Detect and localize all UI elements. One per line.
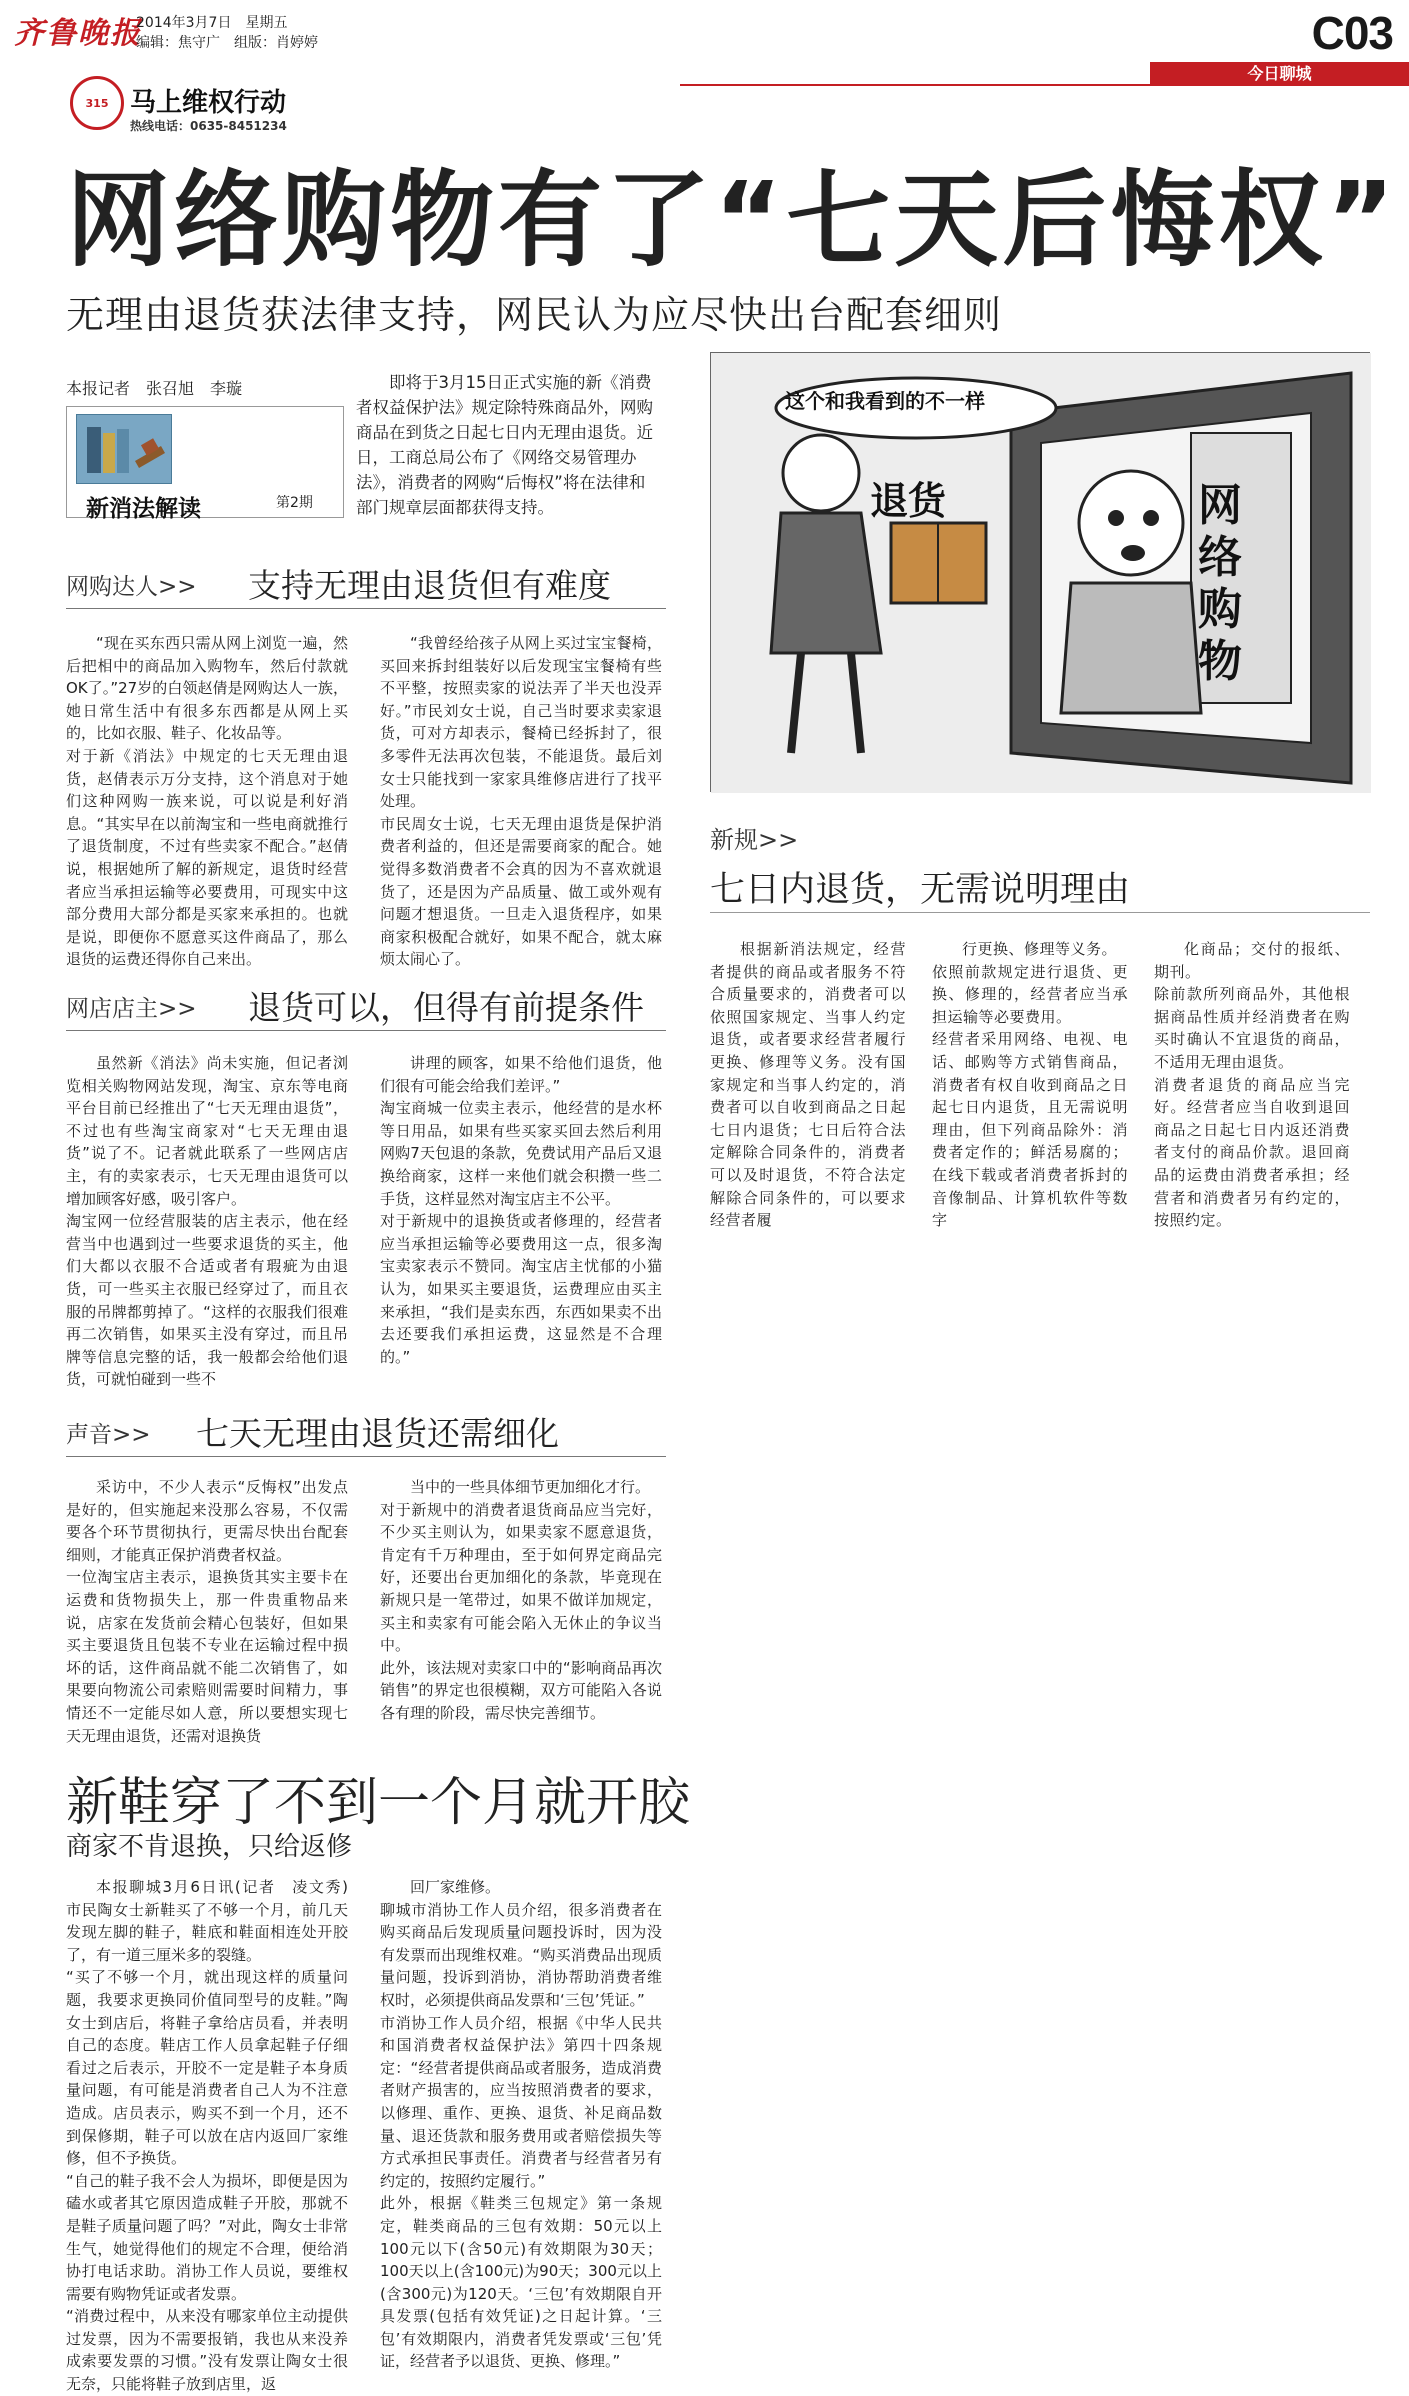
issue-date: 2014年3月7日 星期五 [136,15,288,31]
cartoon-illustration [710,352,1370,792]
section-label: 今日聊城 [1150,62,1409,86]
byline: 本报记者 张召旭 李璇 [66,379,243,398]
masthead-name: 齐鲁晚报 [14,16,142,51]
section1-rule [66,608,666,609]
shoe-story-title: 新鞋穿了不到一个月就开胶 [66,1773,691,1833]
shoe-story-column1: 本报聊城3月6日讯(记者 凌文秀) 市民陶女士新鞋买了不够一个月，前几天发现左脚的鞋子，鞋底和鞋面相连处开胶了，有一道三厘米多的裂缝。 “买了不够一个月，就出现这样的质量问题，我要求更换同价值同型号的皮鞋。”陶女士到店后，将鞋子拿给店员看，并表明自己的态度。鞋店工作人员拿起鞋子仔细看过之后表示，开胶不一定是鞋子本身质量问题，有可能是消费者自己人为不注意造成。店员表示，购买不到一个月，还不到保修期，鞋子可以放在店内返回厂家维修，但不予换货。 “自己的鞋子我不会人为损坏，即便是因为磕水或者其它原因造成鞋子开胶，那就不是鞋子质量问题了吗？”对此，陶女士非常生气，她觉得他们的规定不合理，便给消协打电话求助。消协工作人员说，要维权需要有购物凭证或者发票。 “消费过程中，从来没有哪家单位主动提供过发票，因为不需要报销，我也从来没养成索要发票的习惯。”没有发票让陶女士很无奈，只能将鞋子放到店里，返 [66,1878,348,2394]
campaign-logo [70,76,124,130]
section1-tag: 网购达人>> [66,574,197,600]
editor-credit: 编辑：焦守广 组版：肖婷婷 [136,35,318,51]
shoe-story-column2: 回厂家维修。 聊城市消协工作人员介绍，很多消费者在购买商品后发现质量问题投诉时，因为没有发票而出现维权难。“购买消费品出现质量问题，投诉到消协，消协帮助消费者维权时，必须提供商品发票和‘三包’凭证。” 市消协工作人员介绍，根据《中华人民共和国消费者权益保护法》第四十四条规定：“经营者提供商品或者服务，造成消费者财产损害的，应当按照消费者的要求，以修理、重作、更换、退货、补足商品数量、退还货款和服务费用或者赔偿损失等方式承担民事责任。消费者与经营者另有约定的，按照约定履行。” 此外，根据《鞋类三包规定》第一条规定，鞋类商品的三包有效期：50元以上100元以下(含50元)有效期限为30天；100天以上(含100元)为90天；300元以上(含300元)为120天。‘三包’有效期限自开具发票(包括有效凭证)之日起计算。‘三包’有效期限内，消费者凭发票或‘三包’凭证，经营者予以退货、更换、修理。” [380,1878,662,2371]
law-series-issue: 第2期 [276,495,313,511]
campaign-title: 马上维权行动 [130,88,287,118]
logo-text: 315 [85,96,109,110]
rules-column2: 行更换、修理等义务。 依照前款规定进行退货、更换、修理的，经营者应当承担运输等必要费用。 经营者采用网络、电视、电话、邮购等方式销售商品，消费者有权自收到商品之日起七日内退货，且无需说明理由，但下列商品除外：消费者定作的；鲜活易腐的；在线下载或者消费者拆封的音像制品、计算机软件等数字 [932,940,1128,1230]
section3-rule [66,1456,666,1457]
rules-rule [710,912,1370,913]
section2-heading: 退货可以，但得有前提条件 [248,988,644,1027]
lead-paragraph: 即将于3月15日正式实施的新《消费者权益保护法》规定除特殊商品外，网购商品在到货之日起七日内无理由退货。近日，工商总局公布了《网络交易管理办法》，消费者的网购“后悔权”将在法律和部门规章层面都获得支持。 [356,373,653,517]
rules-tag: 新规>> [710,826,799,854]
rules-column3: 化商品；交付的报纸、期刊。 除前款所列商品外，其他根据商品性质并经消费者在购买时确认不宜退货的商品，不适用无理由退货。 消费者退货的商品应当完好。经营者应当自收到退回商品之日起七日内返还消费者支付的商品价款。退回商品的运费由消费者承担；经营者和消费者另有约定的，按照约定。 [1154,940,1350,1230]
campaign-hotline: 热线电话：0635-8451234 [130,119,287,133]
section3-column2: 当中的一些具体细节更加细化才行。 对于新规中的消费者退货商品应当完好，不少买主则认为，如果卖家不愿意退货，肯定有千万种理由，至于如何界定商品完好，还要出台更加细化的条款，毕竟现在新规只是一笔带过，如果不做详加规定，买主和卖家有可能会陷入无休止的争议当中。 此外，该法规对卖家口中的“影响商品再次销售”的界定也很模糊，双方可能陷入各说各有理的阶段，需尽快完善细节。 [380,1478,662,1722]
cartoon-box-label: 退货 [870,479,947,523]
gavel-illustration [76,414,172,484]
section1-column2: “我曾经给孩子从网上买过宝宝餐椅，买回来拆封组装好以后发现宝宝餐椅有些不平整，按照卖家的说法弄了半天也没弄好。”市民刘女士说，自己当时要求卖家退货，可对方却表示，餐椅已经拆封了，很多零件无法再次包装，不能退货。最后刘女士只能找到一家家具维修店进行了找平处理。 市民周女士说，七天无理由退货是保护消费者利益的，但还是需要商家的配合。她觉得多数消费者不会真的因为不喜欢就退货了，还是因为产品质量、做工或外观有问题才想退货。一旦走入退货程序，如果商家积极配合就好，如果不配合，就太麻烦太闹心了。 [380,634,662,969]
section1-heading: 支持无理由退货但有难度 [248,566,611,605]
section3-heading: 七天无理由退货还需细化 [196,1414,559,1453]
cartoon-screen-label: 网络购物 [1198,480,1242,687]
section2-column1: 虽然新《消法》尚未实施，但记者浏览相关购物网站发现，淘宝、京东等电商平台目前已经推出了“七天无理由退货”，不过也有些淘宝商家对“七天无理由退货”说了不。记者就此联系了一些网店店主，有的卖家表示，七天无理由退货可以增加顾客好感，吸引客户。 淘宝网一位经营服装的店主表示，他在经营当中也遇到过一些要求退货的买主，他们大都以衣服不合适或者有瑕疵为由退货，可一些买主衣服已经穿过了，而且衣服的吊牌都剪掉了。“这样的衣服我们很难再二次销售，如果买主没有穿过，而且吊牌等信息完整的话，我一般都会给他们退货，可就怕碰到一些不 [66,1054,348,1389]
page-number: C03 [1311,7,1393,59]
rules-heading: 七日内退货，无需说明理由 [710,870,1131,910]
cartoon-bubble-text: 这个和我看到的不一样 [785,389,985,413]
section2-column2: 讲理的顾客，如果不给他们退货，他们很有可能会给我们差评。” 淘宝商城一位卖主表示，他经营的是水杯等日用品，如果有些买家买回去然后利用网购7天包退的条款，免费试用产品后又退换给商家，这样一来他们就会积攒一些二手货，这样显然对淘宝店主不公平。 对于新规中的退换货或者修理的，经营者应当承担运输等必要费用这一点，很多淘宝卖家表示不赞同。淘宝店主忧郁的小猫认为，如果买主要退货，运费理应由买主来承担，“我们是卖东西，东西如果卖不出去还要我们承担运费，这显然是不合理的。” [380,1054,662,1366]
main-subtitle: 无理由退货获法律支持，网民认为应尽快出台配套细则 [66,293,1003,337]
section3-tag: 声音>> [66,1422,151,1448]
shoe-story-subtitle: 商家不肯退换，只给返修 [66,1832,353,1862]
section3-column1: 采访中，不少人表示“反悔权”出发点是好的，但实施起来没那么容易，不仅需要各个环节贯彻执行，更需尽快出台配套细则，才能真正保护消费者权益。 一位淘宝店主表示，退换货其实主要卡在运费和货物损失上，那一件贵重物品来说，店家在发货前会精心包装好，但如果买主要退货且包装不专业在运输过程中损坏的话，这件商品就不能二次销售了，如果要向物流公司索赔则需要时间精力，事情还不一定能尽如人意，所以要想实现七天无理由退货，还需对退换货 [66,1478,348,1745]
section2-tag: 网店店主>> [66,996,197,1022]
law-series-label: 新消法解读 [86,496,201,522]
section2-rule [66,1030,666,1031]
rules-column1: 根据新消法规定，经营者提供的商品或者服务不符合质量要求的，消费者可以依照国家规定、当事人约定退货，或者要求经营者履行更换、修理等义务。没有国家规定和当事人约定的，消费者可以自收到商品之日起七日内退货；七日后符合法定解除合同条件的，消费者可以及时退货，不符合法定解除合同条件的，可以要求经营者履 [710,940,906,1230]
main-headline: 网络购物有了“七天后悔权” [66,159,1399,281]
section1-column1: “现在买东西只需从网上浏览一遍，然后把相中的商品加入购物车，然后付款就OK了。”27岁的白领赵倩是网购达人一族，她日常生活中有很多东西都是从网上买的，比如衣服、鞋子、化妆品等。 对于新《消法》中规定的七天无理由退货，赵倩表示万分支持，这个消息对于她们这种网购一族来说，可以说是利好消息。“其实早在以前淘宝和一些电商就推行了退货制度，不过有些卖家不配合。”赵倩说，根据她所了解的新规定，退货时经营者应当承担运输等必要费用，可现实中这部分费用大部分都是买家来承担的。也就是说，即便你不愿意买这件商品了，那么退货的运费还得你自己来出。 [66,634,348,969]
